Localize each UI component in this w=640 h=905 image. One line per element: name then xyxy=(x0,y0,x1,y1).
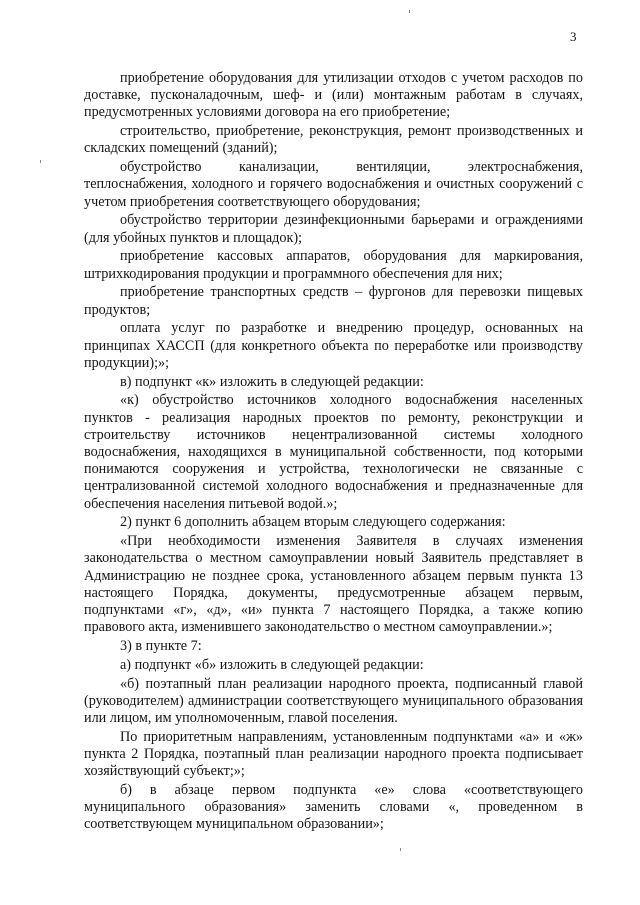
paragraph: «б) поэтапный план реализации народного проекта, подписанный главой (руководителем) администрации соответствующего муниципального образования или лицом, им уполномоченным, главой поселения. xyxy=(84,675,583,727)
paragraph: «к) обустройство источников холодного водоснабжения населенных пунктов - реализация народных проектов по ремонту, реконструкции и строительству источников нецентрализованной системы холодного водоснабжения, находящихся в муниципальной собственности, под которыми понимаются сооружения и устройства, технологически не связанные с централизованной системой холодного водоснабжения и предназначенные для обеспечения населения питьевой водой.»; xyxy=(84,392,583,512)
document-body xyxy=(84,70,583,835)
page-number: 3 xyxy=(570,29,577,44)
scan-speck xyxy=(40,160,41,163)
paragraph: 3) в пункте 7: xyxy=(120,638,202,655)
scan-speck xyxy=(409,10,410,13)
paragraph: в) подпункт «к» изложить в следующей редакции: xyxy=(120,373,424,390)
paragraph: 2) пункт 6 дополнить абзацем вторым следующего содержания: xyxy=(120,514,506,531)
scan-speck xyxy=(400,848,401,851)
paragraph: обустройство канализации, вентиляции, электроснабжения, теплоснабжения, холодного и горячего водоснабжения и очистных сооружений с учетом приобретения соответствующего оборудования; xyxy=(84,159,583,210)
paragraph: строительство, приобретение, реконструкция, ремонт производственных и складских помещений (зданий); xyxy=(84,123,583,157)
paragraph: оплата услуг по разработке и внедрению процедур, основанных на принципах ХАССП (для конкретного объекта по переработке или производству продукции);»; xyxy=(84,320,583,371)
paragraph: приобретение оборудования для утилизации отходов с учетом расходов по доставке, пусконаладочным, шеф- и (или) монтажным работам в случаях, предусмотренных условиями договора на его приобретение; xyxy=(84,70,583,121)
paragraph: а) подпункт «б» изложить в следующей редакции: xyxy=(120,656,424,673)
paragraph: б) в абзаце первом подпункта «е» слова «соответствующего муниципального образования» заменить словами «, проведенном в соответствующем муниципальном образовании»; xyxy=(84,782,583,833)
paragraph: приобретение транспортных средств – фургонов для перевозки пищевых продуктов; xyxy=(84,284,583,318)
paragraph: По приоритетным направлениям, установленным подпунктами «а» и «ж» пункта 2 Порядка, поэтапный план реализации народного проекта подписывает хозяйствующий субъект;»; xyxy=(84,728,583,780)
paragraph: «При необходимости изменения Заявителя в случаях изменения законодательства о местном самоуправлении новый Заявитель представляет в Администрацию не позднее срока, установленного абзацем первым пункта 13 настоящего Порядка, документы, предусмотренные абзацем первым, подпунктами «г», «д», «и» пункта 7 настоящего Порядка, а также копию правового акта, изменившего законодательство о местном самоуправлении.»; xyxy=(84,533,583,636)
paragraph: приобретение кассовых аппаратов, оборудования для маркирования, штрихкодирования продукции и программного обеспечения для них; xyxy=(84,248,583,282)
paragraph: обустройство территории дезинфекционными барьерами и ограждениями (для убойных пунктов и площадок); xyxy=(84,212,583,246)
